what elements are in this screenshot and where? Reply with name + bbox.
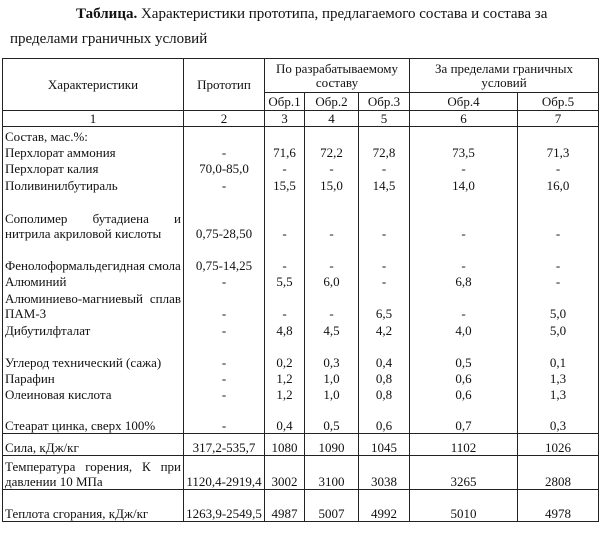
sample-1-value: - — [265, 193, 305, 241]
sample-4-value: 73,5 — [410, 144, 518, 160]
prototype-value: - — [184, 273, 265, 289]
sample-1-value: 15,5 — [265, 176, 305, 193]
sample-2-value: 3100 — [305, 456, 359, 490]
row-label: Сополимер бутадиена и нитрила акриловой кислоты — [3, 193, 184, 241]
sample-2-value — [305, 127, 359, 144]
composition-row — [3, 289, 599, 321]
sample-5-value — [518, 127, 599, 144]
prototype-value: - — [184, 176, 265, 193]
property-row — [3, 456, 599, 490]
header-sample-2: Обр.2 — [305, 93, 359, 111]
sample-3-value: 4992 — [359, 490, 410, 522]
composition-row — [3, 402, 599, 434]
sample-4-value — [410, 127, 518, 144]
sample-4-value: 14,0 — [410, 176, 518, 193]
sample-5-value: 0,1 — [518, 338, 599, 370]
prototype-value: 0,75-28,50 — [184, 193, 265, 241]
column-number-1: 1 — [3, 111, 184, 127]
sample-5-value: - — [518, 160, 599, 176]
composition-row — [3, 338, 599, 370]
row-label: Алюминий — [3, 273, 184, 289]
header-characteristics: Характеристики — [3, 59, 184, 111]
sample-1-value: 1,2 — [265, 386, 305, 402]
prototype-value: 0,75-14,25 — [184, 241, 265, 273]
sample-1-value: - — [265, 241, 305, 273]
row-label: Углерод технический (сажа) — [3, 338, 184, 370]
sample-2-value: 6,0 — [305, 273, 359, 289]
sample-5-value: 5,0 — [518, 321, 599, 338]
sample-4-value: 1102 — [410, 434, 518, 456]
sample-4-value: 0,7 — [410, 402, 518, 434]
header-sample-3: Обр.3 — [359, 93, 410, 111]
composition-row — [3, 193, 599, 241]
sample-5-value: - — [518, 193, 599, 241]
sample-3-value: 1045 — [359, 434, 410, 456]
row-label: Парафин — [3, 370, 184, 386]
sample-4-value: 0,6 — [410, 370, 518, 386]
row-label: Фенолоформальдегидная смола — [3, 241, 184, 273]
sample-2-value: 72,2 — [305, 144, 359, 160]
row-label: Температура горения, К при давлении 10 МПа — [3, 456, 184, 490]
sample-5-value: 1,3 — [518, 386, 599, 402]
sample-2-value: 4,5 — [305, 321, 359, 338]
header-group-developed: По разрабатываемому составу — [265, 59, 410, 93]
composition-section — [3, 127, 599, 434]
caption-text: Характеристики прототипа, предлагаемого состава и состава за пределами граничных условий — [10, 6, 548, 47]
sample-4-value: 4,0 — [410, 321, 518, 338]
sample-1-value — [265, 127, 305, 144]
sample-5-value: 4978 — [518, 490, 599, 522]
property-row — [3, 434, 599, 456]
row-label: Перхлорат калия — [3, 160, 184, 176]
composition-row — [3, 370, 599, 386]
sample-5-value: 5,0 — [518, 289, 599, 321]
row-label: Стеарат цинка, сверх 100% — [3, 402, 184, 434]
column-number-2: 2 — [184, 111, 265, 127]
sample-3-value: - — [359, 273, 410, 289]
sample-5-value: 71,3 — [518, 144, 599, 160]
composition-row — [3, 321, 599, 338]
sample-5-value: 1026 — [518, 434, 599, 456]
prototype-value: - — [184, 289, 265, 321]
property-row — [3, 490, 599, 522]
column-number-7: 7 — [518, 111, 599, 127]
sample-3-value: 0,8 — [359, 386, 410, 402]
sample-1-value: 3002 — [265, 456, 305, 490]
row-label: Поливинилбутираль — [3, 176, 184, 193]
sample-1-value: 1080 — [265, 434, 305, 456]
composition-row — [3, 386, 599, 402]
sample-3-value: 0,4 — [359, 338, 410, 370]
sample-3-value: 0,6 — [359, 402, 410, 434]
column-number-3: 3 — [265, 111, 305, 127]
sample-4-value: 3265 — [410, 456, 518, 490]
sample-1-value: 0,2 — [265, 338, 305, 370]
sample-3-value: - — [359, 241, 410, 273]
sample-4-value: - — [410, 289, 518, 321]
header-sample-1: Обр.1 — [265, 93, 305, 111]
row-label: Перхлорат аммония — [3, 144, 184, 160]
prototype-value: - — [184, 402, 265, 434]
sample-5-value: 0,3 — [518, 402, 599, 434]
prototype-value: - — [184, 144, 265, 160]
column-number-4: 4 — [305, 111, 359, 127]
header-sample-4: Обр.4 — [410, 93, 518, 111]
column-number-5: 5 — [359, 111, 410, 127]
sample-4-value: - — [410, 160, 518, 176]
sample-3-value: - — [359, 193, 410, 241]
prototype-value: 1263,9-2549,5 — [184, 490, 265, 522]
sample-2-value: 5007 — [305, 490, 359, 522]
sample-1-value: - — [265, 289, 305, 321]
sample-4-value: 6,8 — [410, 273, 518, 289]
prototype-value: - — [184, 370, 265, 386]
row-label: Алюминиево-магниевый сплав ПАМ-3 — [3, 289, 184, 321]
row-label: Олеиновая кислота — [3, 386, 184, 402]
prototype-value: - — [184, 338, 265, 370]
sample-1-value: 0,4 — [265, 402, 305, 434]
sample-2-value: 0,3 — [305, 338, 359, 370]
column-number-6: 6 — [410, 111, 518, 127]
sample-4-value: 0,6 — [410, 386, 518, 402]
row-label: Сила, кДж/кг — [3, 434, 184, 456]
sample-3-value: 3038 — [359, 456, 410, 490]
header-prototype: Прототип — [184, 59, 265, 111]
table-caption — [10, 2, 600, 52]
sample-5-value: 2808 — [518, 456, 599, 490]
sample-1-value: 4987 — [265, 490, 305, 522]
sample-2-value: - — [305, 193, 359, 241]
sample-4-value: - — [410, 241, 518, 273]
prototype-value: 317,2-535,7 — [184, 434, 265, 456]
sample-5-value: - — [518, 273, 599, 289]
sample-2-value: - — [305, 289, 359, 321]
sample-3-value: 6,5 — [359, 289, 410, 321]
sample-3-value: 72,8 — [359, 144, 410, 160]
header-sample-5: Обр.5 — [518, 93, 599, 111]
sample-2-value: 1,0 — [305, 386, 359, 402]
prototype-value: 70,0-85,0 — [184, 160, 265, 176]
sample-1-value: 71,6 — [265, 144, 305, 160]
sample-5-value: - — [518, 241, 599, 273]
prototype-value: 1120,4-2919,4 — [184, 456, 265, 490]
sample-5-value: 16,0 — [518, 176, 599, 193]
prototype-value: - — [184, 321, 265, 338]
sample-1-value: - — [265, 160, 305, 176]
sample-3-value — [359, 127, 410, 144]
sample-2-value: 15,0 — [305, 176, 359, 193]
row-label: Дибутилфталат — [3, 321, 184, 338]
sample-2-value: - — [305, 160, 359, 176]
sample-2-value: 1,0 — [305, 370, 359, 386]
composition-row — [3, 127, 599, 144]
row-label: Теплота сгорания, кДж/кг — [3, 490, 184, 522]
sample-1-value: 5,5 — [265, 273, 305, 289]
sample-2-value: 1090 — [305, 434, 359, 456]
sample-2-value: 0,5 — [305, 402, 359, 434]
header-group-outside: За пределами граничных условий — [410, 59, 599, 93]
caption-label: Таблица. — [76, 6, 138, 22]
sample-4-value: 0,5 — [410, 338, 518, 370]
sample-1-value: 1,2 — [265, 370, 305, 386]
prototype-value — [184, 127, 265, 144]
property-section — [3, 434, 599, 522]
composition-row — [3, 160, 599, 176]
sample-4-value: - — [410, 193, 518, 241]
characteristics-table — [2, 58, 599, 522]
sample-3-value: 14,5 — [359, 176, 410, 193]
prototype-value: - — [184, 386, 265, 402]
sample-2-value: - — [305, 241, 359, 273]
row-label: Состав, мас.%: — [3, 127, 184, 144]
sample-4-value: 5010 — [410, 490, 518, 522]
composition-row — [3, 144, 599, 160]
sample-3-value: 4,2 — [359, 321, 410, 338]
sample-3-value: 0,8 — [359, 370, 410, 386]
sample-3-value: - — [359, 160, 410, 176]
composition-row — [3, 273, 599, 289]
composition-row — [3, 176, 599, 193]
sample-5-value: 1,3 — [518, 370, 599, 386]
sample-1-value: 4,8 — [265, 321, 305, 338]
composition-row — [3, 241, 599, 273]
